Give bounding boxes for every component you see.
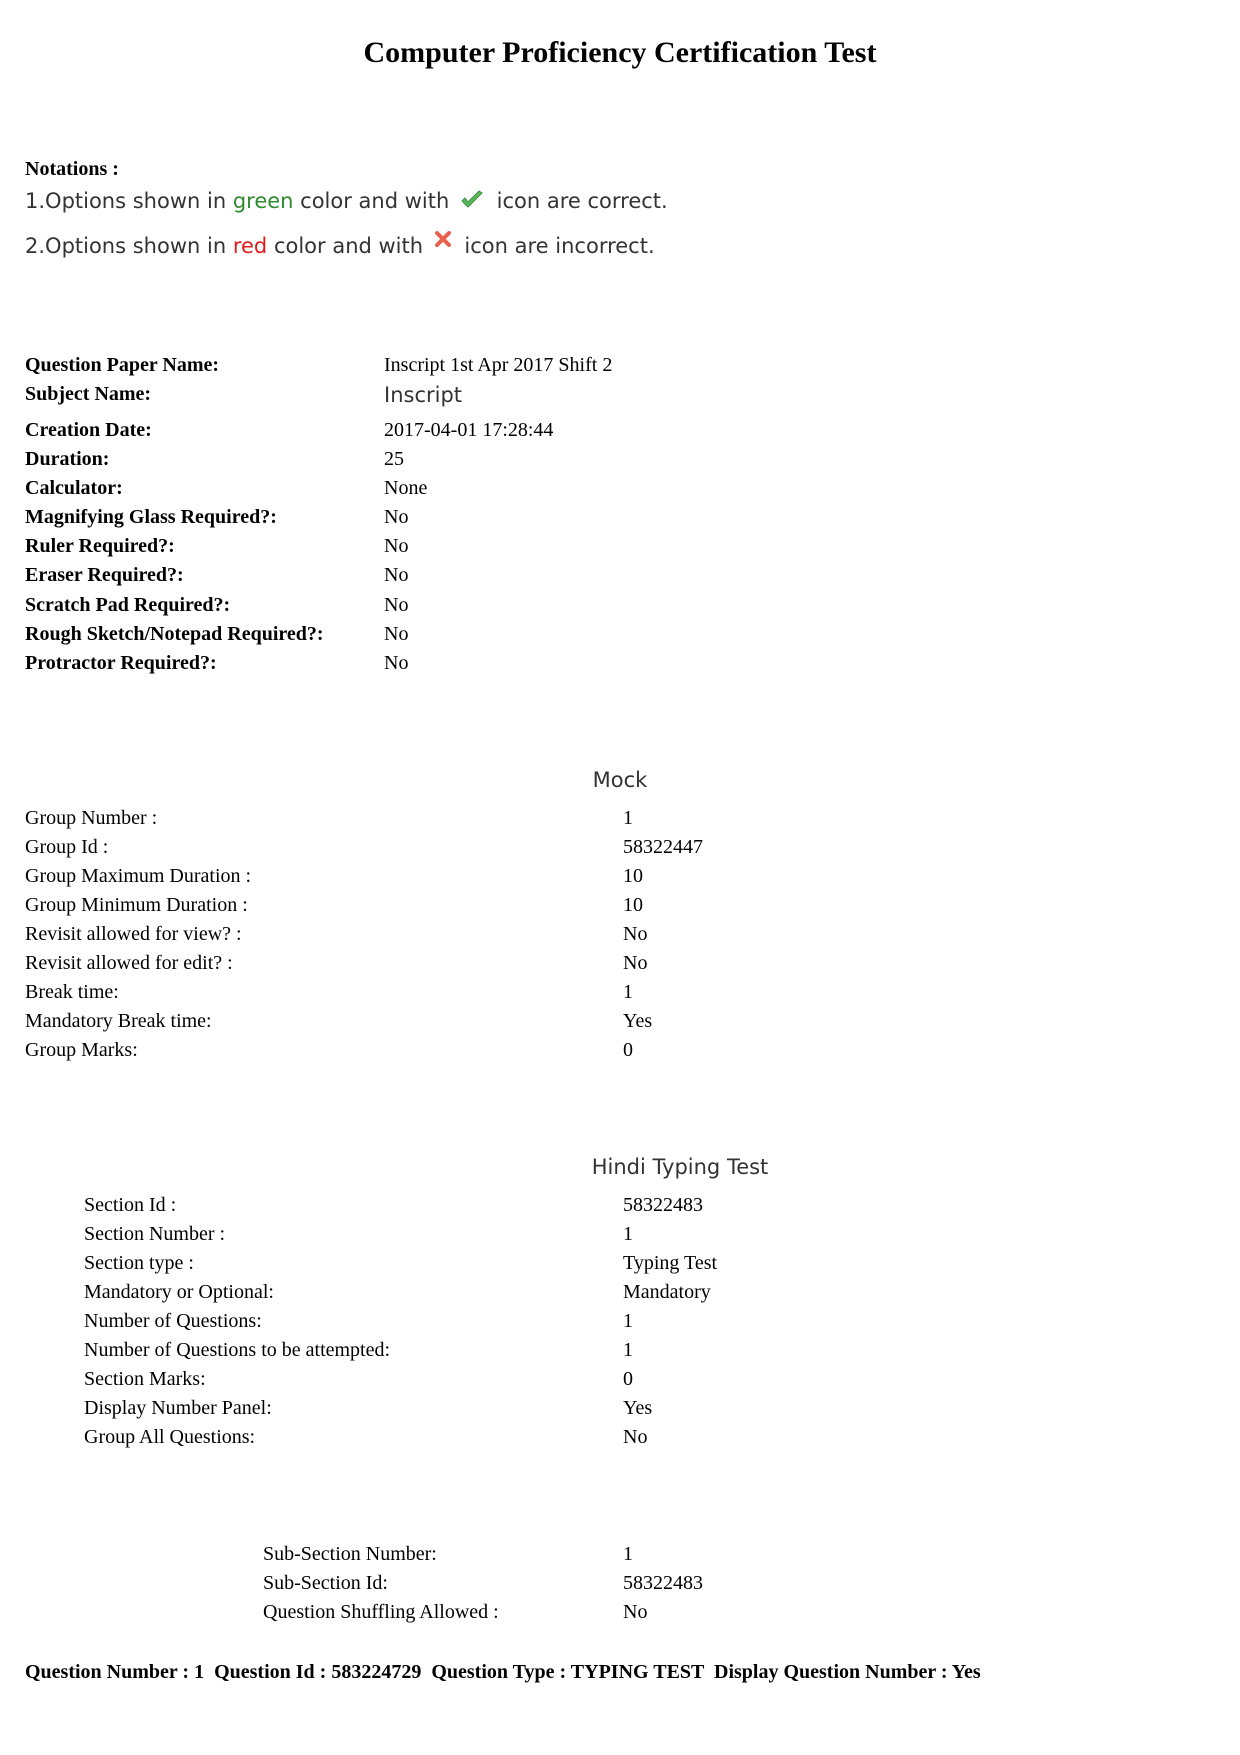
section-value: 1 (623, 1310, 633, 1332)
notations-heading: Notations : (25, 158, 119, 180)
paper-label: Subject Name: (25, 383, 152, 405)
notation-correct-line (25, 189, 668, 215)
paper-value: Inscript 1st Apr 2017 Shift 2 (384, 354, 613, 376)
cross-icon (434, 228, 452, 252)
paper-value: No (384, 652, 409, 674)
group-label: Revisit allowed for view? : (25, 923, 242, 945)
group-label: Group Marks: (25, 1039, 138, 1061)
section-value: No (623, 1426, 648, 1448)
group-value: Yes (623, 1010, 653, 1032)
section-label: Section Id : (84, 1194, 177, 1216)
group-value: 58322447 (623, 836, 703, 858)
group-label: Group Minimum Duration : (25, 894, 248, 916)
paper-label: Protractor Required?: (25, 652, 217, 674)
group-value: 0 (623, 1039, 633, 1061)
group-value: 1 (623, 807, 633, 829)
group-label: Group Id : (25, 836, 109, 858)
subsection-label: Sub-Section Id: (263, 1572, 388, 1594)
check-icon (460, 190, 484, 215)
paper-value: Inscript (384, 383, 463, 407)
section-value: 1 (623, 1339, 633, 1361)
group-label: Group Maximum Duration : (25, 865, 252, 887)
paper-label: Creation Date: (25, 419, 152, 441)
section-value: Yes (623, 1397, 653, 1419)
notation-green-word: green (232, 189, 294, 213)
paper-value: None (384, 477, 428, 499)
paper-label: Ruler Required?: (25, 535, 175, 557)
subsection-label: Sub-Section Number: (263, 1543, 437, 1565)
section-label: Section type : (84, 1252, 194, 1274)
notation-incorrect-prefix: 2.Options shown in (25, 234, 233, 258)
paper-value: 2017-04-01 17:28:44 (384, 419, 554, 441)
section-label: Display Number Panel: (84, 1397, 272, 1419)
section-label: Mandatory or Optional: (84, 1281, 274, 1303)
group-value: 10 (623, 865, 643, 887)
paper-label: Rough Sketch/Notepad Required?: (25, 623, 324, 645)
section-label: Section Marks: (84, 1368, 206, 1390)
subsection-value: 58322483 (623, 1572, 703, 1594)
section-value: 1 (623, 1223, 633, 1245)
notation-incorrect-suffix: icon are incorrect. (457, 234, 655, 258)
notation-incorrect-line (25, 228, 655, 258)
paper-value: No (384, 623, 409, 645)
section-value: Mandatory (623, 1281, 711, 1303)
notation-red-word: red (232, 234, 268, 258)
paper-label: Scratch Pad Required?: (25, 594, 231, 616)
group-value: 10 (623, 894, 643, 916)
paper-value: No (384, 506, 409, 528)
paper-label: Magnifying Glass Required?: (25, 506, 277, 528)
group-value: 1 (623, 981, 633, 1003)
paper-value: No (384, 564, 409, 586)
group-label: Mandatory Break time: (25, 1010, 212, 1032)
section-value: 58322483 (623, 1194, 703, 1216)
paper-label: Question Paper Name: (25, 354, 220, 376)
page-title: Computer Proficiency Certification Test (363, 36, 877, 69)
subsection-value: No (623, 1601, 648, 1623)
section-value: Typing Test (623, 1252, 718, 1274)
group-label: Revisit allowed for edit? : (25, 952, 233, 974)
paper-value: No (384, 535, 409, 557)
group-heading: Mock (592, 768, 648, 792)
group-value: No (623, 952, 648, 974)
paper-label: Calculator: (25, 477, 123, 499)
notation-correct-prefix: 1.Options shown in (25, 189, 233, 213)
notation-correct-middle: color and with (293, 189, 456, 213)
section-label: Number of Questions: (84, 1310, 262, 1332)
section-label: Group All Questions: (84, 1426, 256, 1448)
section-label: Number of Questions to be attempted: (84, 1339, 391, 1361)
notation-incorrect-middle: color and with (267, 234, 430, 258)
section-value: 0 (623, 1368, 633, 1390)
subsection-label: Question Shuffling Allowed : (263, 1601, 499, 1623)
paper-value: 25 (384, 448, 404, 470)
paper-value: No (384, 594, 409, 616)
paper-label: Eraser Required?: (25, 564, 184, 586)
section-heading: Hindi Typing Test (591, 1155, 769, 1179)
group-label: Break time: (25, 981, 119, 1003)
paper-label: Duration: (25, 448, 110, 470)
section-label: Section Number : (84, 1223, 226, 1245)
question-info-line: Question Number : 1 Question Id : 583224729 Question Type : TYPING TEST Display Question Number : Yes (25, 1661, 981, 1683)
group-value: No (623, 923, 648, 945)
group-label: Group Number : (25, 807, 158, 829)
notation-correct-suffix: icon are correct. (489, 189, 668, 213)
subsection-value: 1 (623, 1543, 633, 1565)
